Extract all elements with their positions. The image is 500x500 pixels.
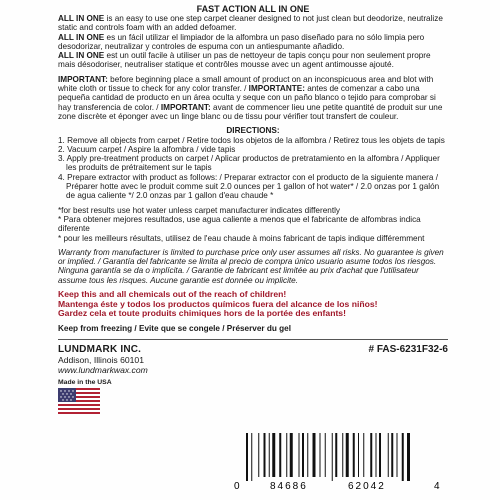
barcode-left-digit: 0 (234, 481, 240, 491)
important-text-en: before beginning place a small amount of product on an inconspicuous area and blot with white cloth or tissue to check for any color transfer. / (58, 74, 434, 94)
barcode-bar (320, 433, 321, 477)
product-sku: # FAS-6231F32-6 (368, 344, 448, 356)
note-spanish: * Para obtener mejores resultados, use agua caliente a menos que el fabricante de alfombras indica diferente (58, 214, 421, 234)
barcode-bar (335, 433, 337, 477)
directions-list (58, 136, 448, 201)
child-warning-fr: Gardez cela et toute produits chimiques hors de la portée des enfants! (58, 308, 346, 319)
intro-spanish (58, 33, 448, 52)
intro-text-fr: est un outil facile à utiliser un pas de nettoyeur de tapis conçu pour non seulement propre mais désodoriser, neutraliser statique et contrôles mousse avec un agent antimousse ajouté. (58, 51, 431, 70)
important-lead-es: IMPORTANTE: (248, 84, 305, 94)
intro-lead-en: ALL IN ONE (58, 14, 105, 23)
intro-text-es: es un fácil utilizar el limpiador de la alfombra un paso diseñado para no sólo limpia pero desodorizar, neutralizar y controles de espuma con un antiespumante añadido. (58, 32, 425, 51)
barcode-group-1: 84686 (270, 481, 308, 491)
warranty-text: Warranty from manufacturer is limited to purchase price only user assumes all risks. No guarantee is given or implied. / Garantía del fabricante se limita al precio de compra único usuario asume todos los riesgos. Ninguna garantía se da o implícita. / Garantie de fabricant est limitée au prix d'achat que l'utilisateur assume tous les risques. Aucune garantie est donnée ou implicite. (58, 247, 444, 285)
barcode-bar (307, 433, 308, 477)
barcode-bar (363, 433, 364, 477)
barcode-bar (391, 433, 393, 477)
company-address: Addison, Illinois 60101 (58, 355, 144, 366)
barcode-bar (251, 433, 252, 481)
barcode-bar (353, 433, 355, 477)
upc-barcode (232, 431, 444, 491)
important-text-fr: avant de commencer lieu une petite quantité de produit sur une zone discrète et éponger avec un linge blanc ou de tissu pour vérifier tout transfert de couleur. (58, 102, 443, 121)
barcode-bar (286, 433, 287, 477)
footer-row (58, 344, 448, 419)
barcode-bar (269, 433, 270, 477)
company-block (58, 344, 148, 419)
barcode-bar (332, 433, 333, 481)
intro-text-en: is an easy to use one step carpet cleaner designed to not just clean but deodorize, neutralize static and controls foam with an added defoamer. (58, 14, 443, 33)
intro-lead-es: ALL IN ONE (58, 32, 105, 42)
us-flag-icon (58, 388, 100, 414)
intro-french (58, 51, 448, 70)
child-warning-es: Mantenga éste y todos los productos químicos fuera del alcance de los niños! (58, 298, 378, 309)
barcode-bar (376, 433, 377, 477)
barcode-bar (246, 433, 248, 481)
direction-step: 3. Apply pre-treatment products on carpet / Aplicar productos de pretratamiento en la alfombra / Appliquer les produits de prétraitement sur le tapis (58, 154, 440, 173)
barcode-bar (388, 433, 389, 477)
note-english: *for best results use hot water unless carpet manufacturer indicates differently (58, 205, 341, 215)
divider (58, 339, 448, 340)
barcode-bar (402, 433, 404, 481)
barcode-right-digit: 4 (434, 481, 440, 491)
important-text-es: antes de comenzar a cabo una pequeña cantidad de producto en un área oculta y seque con un paño blanco o tejido para comprobar si hay transferencia de color. / (58, 84, 436, 112)
barcode-bar (299, 433, 300, 477)
company-name: LUNDMARK INC. (58, 344, 142, 356)
note-french: * pour les meilleurs résultats, utilisez de l'eau chaude à moins fabricant de tapis indique différemment (58, 233, 425, 243)
barcode-bar (342, 433, 343, 477)
direction-step: 2. Vacuum carpet / Aspire la alfombra / vide tapis (58, 144, 236, 154)
label-heading: FAST ACTION ALL IN ONE (196, 4, 310, 14)
direction-step: 1. Remove all objects from carpet / Retire todos los objetos de la alfombra / Retirez tous les objets de tapis (58, 135, 445, 145)
directions-title: DIRECTIONS: (226, 126, 280, 136)
barcode-bar (313, 433, 316, 477)
freeze-warning: Keep from freezing / Evite que se congele / Préserver du gel (58, 323, 291, 333)
barcode-bar (407, 433, 410, 481)
company-website: www.lundmarkwax.com (58, 365, 148, 376)
important-lead-en: IMPORTANT: (58, 74, 108, 84)
barcode-bar (258, 433, 259, 477)
barcode-bar (264, 433, 266, 477)
important-notice (58, 75, 448, 121)
child-warning-en: Keep this and all chemicals out of the reach of children! (58, 289, 287, 300)
barcode-bar (397, 433, 398, 477)
barcode-bar (358, 433, 359, 477)
intro-lead-fr: ALL IN ONE (58, 51, 105, 61)
barcode-bar (370, 433, 372, 477)
direction-step: 4. Prepare extractor with product as follows: / Preparar extractor con el producto de la siguiente manera / Préparer hotte avec le produit comme suit 2.0 ounces per 1 gallon of hot water* / 2.0 onzas por 1 galón de agua caliente */ 2.0 onzas par 1 gallon d'eau chaude * (58, 172, 440, 201)
barcode-group-2: 62042 (348, 481, 386, 491)
barcode-bar (346, 433, 349, 477)
barcode-bar (279, 433, 281, 477)
barcode-bar (325, 433, 326, 477)
barcode-bar (272, 433, 275, 477)
barcode-bar (379, 433, 381, 477)
intro-english (58, 14, 448, 33)
barcode-bar (302, 433, 304, 477)
barcode-bar (290, 433, 293, 477)
made-in-usa-label: Made in the USA (58, 379, 112, 387)
important-lead-fr: IMPORTANT: (160, 102, 211, 112)
